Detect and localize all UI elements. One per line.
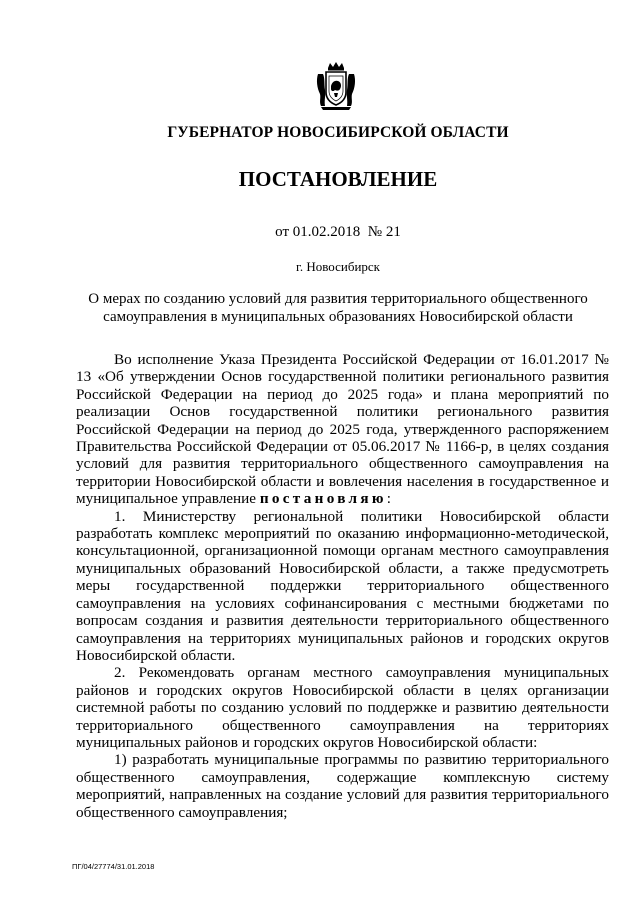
city-line: г. Новосибирск — [295, 259, 380, 274]
document-type-title: ПОСТАНОВЛЕНИЕ — [238, 167, 438, 191]
preamble-paragraph — [76, 351, 609, 508]
decree-word: постановляю — [259, 490, 387, 508]
document-subject — [18, 290, 640, 326]
document-code: ПГ/04/27774/31.01.2018 — [72, 862, 155, 871]
paragraph-item-2: 2. Рекомендовать органам местного самоуправления муниципальных районов и городских округов Новосибирской области в целях организации системной работы по созданию условий по поддержке и развитию деятельности территориального общественного самоуправления на территориях муниципальных районов и городских округов Новосибирской области: — [76, 664, 609, 751]
preamble-text: Во исполнение Указа Президента Российской Федерации от 16.01.2017 № 13 «Об утверждении Основ государственной политики регионального развития Российской Федерации на период до 2025 года» и плана мероприятий по реализации Основ государственной политики регионального развития Российской Федерации на период до 2025 года, утвержденного распоряжением Правительства Российской Федерации от 05.06.2017 № 1166-р, в целях создания условий для развития территориального общественного самоуправления на территории Новосибирской области и вовлечения населения в государственное и муниципальное управление — [76, 351, 609, 508]
decree-colon: : — [386, 490, 391, 508]
paragraph-item-2-1: 1) разработать муниципальные программы по развитию территориального общественного самоуправления, содержащие комплексную систему мероприятий, направленных на создание условий для развития территориального общественного самоуправления; — [76, 751, 609, 821]
coat-of-arms-icon — [315, 62, 357, 112]
subject-line-2: самоуправления в муниципальных образованиях Новосибирской области — [103, 309, 573, 325]
authority-title: ГУБЕРНАТОР НОВОСИБИРСКОЙ ОБЛАСТИ — [167, 124, 509, 141]
document-body — [76, 351, 609, 821]
paragraph-item-1: 1. Министерству региональной политики Новосибирской области разработать комплекс мероприятий по оказанию информационно-методической, консультационной, организационной помощи органам местного самоуправления муниципальных образований Новосибирской области, а также предусмотреть меры государственной поддержки территориального общественного самоуправления на условиях софинансирования с местными бюджетами по вопросам создания и развития деятельности территориального общественного самоуправления на территориях муниципальных районов и городских округов Новосибирской области. — [76, 507, 609, 664]
date-and-number: от 01.02.2018 № 21 — [275, 224, 401, 240]
subject-line-1: О мерах по созданию условий для развития территориального общественного — [88, 291, 588, 307]
